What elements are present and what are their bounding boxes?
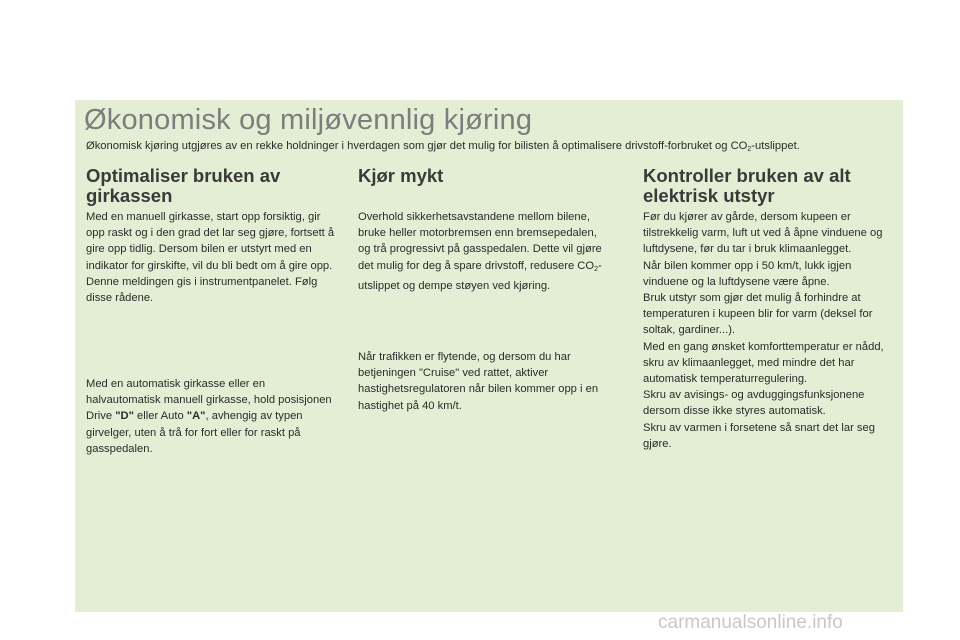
section-smooth-driving-heading: Kjør mykt [358, 165, 444, 186]
automatic-text-part: eller Auto [133, 410, 187, 423]
automatic-text-part: Med en automatisk girkasse eller en halvautomatisk manuell girkasse, hold posisjonen Drive [86, 378, 332, 423]
section-gearbox-heading: Optimaliser bruken av girkassen [86, 165, 281, 206]
section-gearbox-automatic-text [86, 376, 338, 457]
section-electrical-equipment [643, 165, 898, 450]
watermark-text: carmanualsonline.info [658, 612, 843, 633]
section-gearbox-manual-text: Med en manuell girkasse, start opp forsiktig, gir opp raskt og i den grad det lar seg gjøre, fortsett å gire opp tidlig. Dersom bilen er utstyrt med en indikator for girskifte, vil du bli bedt om å gire opp. Denne meldingen gis i instrumentpanelet. Følg disse rådene. [86, 211, 335, 305]
intro-text-end: -utslippet. [751, 140, 800, 152]
smooth-driving-text-part: -utslippet og dempe støyen ved kjøring. [358, 259, 602, 292]
section-electrical-equipment-heading: Kontroller bruken av alt elektrisk utstyr [643, 165, 851, 206]
intro-co2-subscript: 2 [747, 146, 752, 153]
smooth-driving-text-part: Overhold sikkerhetsavstandene mellom bilene, bruke heller motorbremsen enn bremsepedalen, og trå progressivt på gasspedalen. Dette vil gjøre det mulig for deg å spare drivstoff, redusere CO [358, 211, 602, 272]
drive-d-label: "D" [115, 410, 134, 423]
intro-text [86, 140, 800, 153]
section-smooth-driving-text [358, 209, 610, 294]
section-cruise-text: Når trafikken er flytende, og dersom du har betjeningen "Cruise" ved rattet, aktiver hastighetsregulatoren når bilen kommer opp i en hastighet på 40 km/t. [358, 351, 599, 412]
section-smooth-driving [358, 165, 613, 412]
automatic-text-part: , avhengig av typen girvelger, uten å trå for fort eller for raskt på gasspedalen. [86, 410, 303, 455]
co2-subscript: 2 [594, 265, 598, 273]
section-gearbox [86, 165, 341, 455]
intro-text-main: Økonomisk kjøring utgjøres av en rekke holdninger i hverdagen som gjør det mulig for bilisten å optimalisere drivstoff-forbruket og CO [86, 140, 748, 152]
page-title: Økonomisk og miljøvennlig kjøring [84, 104, 533, 136]
auto-a-label: "A" [186, 410, 206, 423]
section-electrical-equipment-text: Før du kjører av gårde, dersom kupeen er tilstrekkelig varm, luft ut ved å åpne vinduene og luftdysene, før du tar i bruk klimaanlegget. Når bilen kommer opp i 50 km/t, lukk igjen vinduene og la luftdysene være åpne. Bruk utstyr som gjør det mulig å forhindre at temperaturen i kupeen blir for varm (deksel for soltak, gardiner...). Med en gang ønsket komforttemperatur er nådd, skru av klimaanlegget, med mindre det har automatisk temperaturregulering. Skru av avisings- og avduggingsfunksjonene dersom disse ikke styres automatisk. Skru av varmen i forsetene så snart det lar seg gjøre. [643, 211, 884, 450]
